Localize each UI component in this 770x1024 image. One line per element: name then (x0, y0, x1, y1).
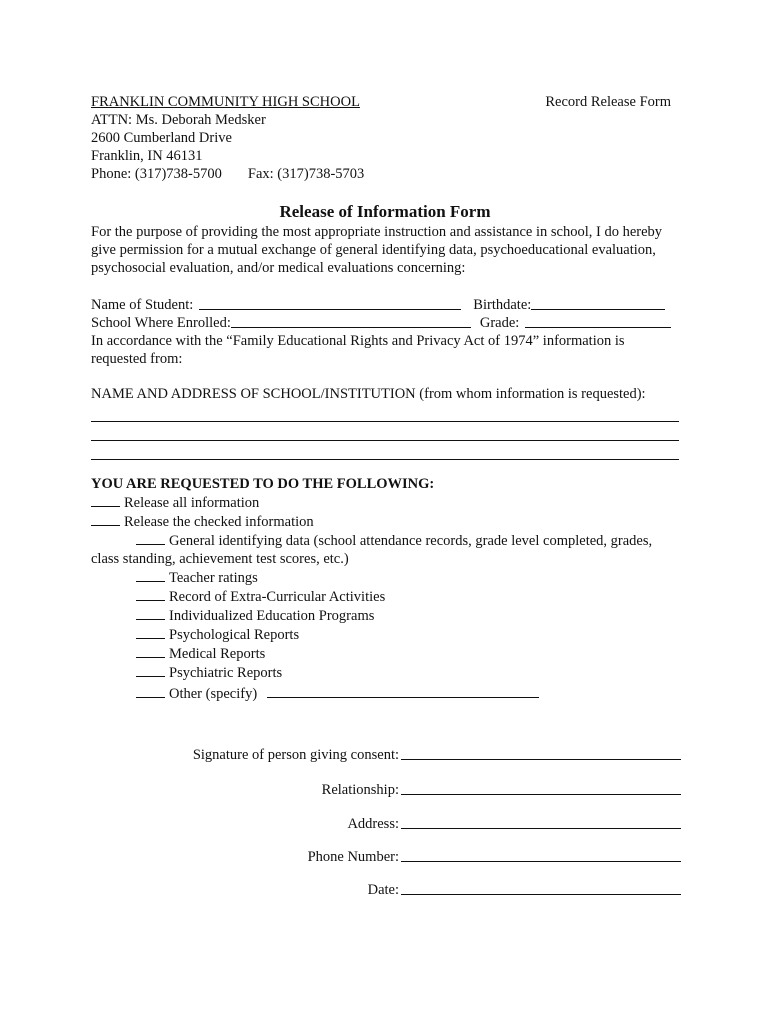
institution-label: NAME AND ADDRESS OF SCHOOL/INSTITUTION (from whom information is requested): (91, 386, 646, 402)
attn-line: ATTN: Ms. Deborah Medsker (91, 112, 266, 128)
psychological-label: Psychological Reports (169, 627, 300, 643)
date-row (91, 881, 681, 899)
general-data-label: General identifying data (school attendance records, grade level completed, grades, (169, 533, 653, 549)
form-label: Record Release Form (545, 94, 671, 110)
option-medical (91, 644, 681, 663)
option-extracurricular (91, 587, 681, 606)
iep-label: Individualized Education Programs (169, 608, 375, 624)
institution-line-3[interactable] (91, 441, 679, 460)
iep-checkbox[interactable] (136, 606, 165, 620)
extracurricular-label: Record of Extra-Curricular Activities (169, 589, 386, 605)
birthdate-field[interactable] (531, 296, 665, 310)
address-field[interactable] (401, 815, 681, 829)
student-fields (91, 296, 681, 368)
relationship-row (91, 781, 681, 799)
option-psychiatric (91, 663, 681, 682)
release-all-label: Release all information (124, 495, 260, 511)
school-enrolled-label: School Where Enrolled: (91, 315, 231, 331)
other-specify-field[interactable] (267, 684, 539, 698)
teacher-ratings-checkbox[interactable] (136, 568, 165, 582)
student-name-label: Name of Student: (91, 297, 194, 313)
option-general-data (91, 531, 681, 550)
phone-number: Phone: (317)738-5700 (91, 166, 222, 182)
extracurricular-checkbox[interactable] (136, 587, 165, 601)
letterhead (91, 93, 671, 183)
psychiatric-label: Psychiatric Reports (169, 665, 283, 681)
option-teacher-ratings (91, 568, 681, 587)
consent-signature-label: Signature of person giving consent: (192, 747, 399, 763)
psychological-checkbox[interactable] (136, 625, 165, 639)
institution-line-2[interactable] (91, 422, 679, 441)
phone-label: Phone Number: (307, 849, 399, 865)
birthdate-label: Birthdate: (473, 297, 532, 313)
option-psychological (91, 625, 681, 644)
consent-signature-field[interactable] (401, 746, 681, 760)
general-data-continuation: class standing, achievement test scores, etc.) (91, 551, 349, 567)
other-checkbox[interactable] (136, 684, 165, 698)
school-enrolled-field[interactable] (231, 314, 471, 328)
psychiatric-checkbox[interactable] (136, 663, 165, 677)
option-iep (91, 606, 681, 625)
release-checked-label: Release the checked information (124, 514, 314, 530)
general-data-checkbox[interactable] (136, 531, 165, 545)
requests-section (91, 475, 681, 703)
fax-number: Fax: (317)738-5703 (247, 166, 365, 182)
intro-paragraph: For the purpose of providing the most appropriate instruction and assistance in school, I do hereby give permission for a mutual exchange of general identifying data, psychoeducational evaluation, psychosocial evaluation, and/or medical evaluations concerning: (91, 224, 663, 276)
option-release-checked (91, 512, 681, 531)
date-field[interactable] (401, 881, 681, 895)
release-checked-checkbox[interactable] (91, 512, 120, 526)
institution-section (91, 385, 681, 460)
consent-signature-row (91, 746, 681, 764)
ferpa-statement: In accordance with the “Family Educational Rights and Privacy Act of 1974” information is requested from: (91, 333, 625, 367)
date-label: Date: (367, 882, 399, 898)
option-other (91, 684, 681, 703)
address-row (91, 815, 681, 833)
release-all-checkbox[interactable] (91, 493, 120, 507)
address-label: Address: (347, 816, 399, 832)
medical-checkbox[interactable] (136, 644, 165, 658)
grade-label: Grade: (479, 315, 520, 331)
phone-row (91, 848, 681, 866)
medical-label: Medical Reports (169, 646, 266, 662)
requests-heading: YOU ARE REQUESTED TO DO THE FOLLOWING: (91, 476, 435, 492)
other-label: Other (specify) (169, 686, 258, 702)
institution-line-1[interactable] (91, 403, 679, 422)
option-release-all (91, 493, 681, 512)
street-address: 2600 Cumberland Drive (91, 130, 232, 146)
teacher-ratings-label: Teacher ratings (169, 570, 258, 586)
school-name: FRANKLIN COMMUNITY HIGH SCHOOL (91, 94, 360, 110)
page-title: Release of Information Form (279, 202, 491, 221)
relationship-label: Relationship: (321, 782, 399, 798)
contact-line (91, 165, 671, 183)
grade-field[interactable] (525, 314, 671, 328)
phone-field[interactable] (401, 848, 681, 862)
student-name-field[interactable] (199, 296, 461, 310)
city-line: Franklin, IN 46131 (91, 148, 203, 164)
relationship-field[interactable] (401, 781, 681, 795)
